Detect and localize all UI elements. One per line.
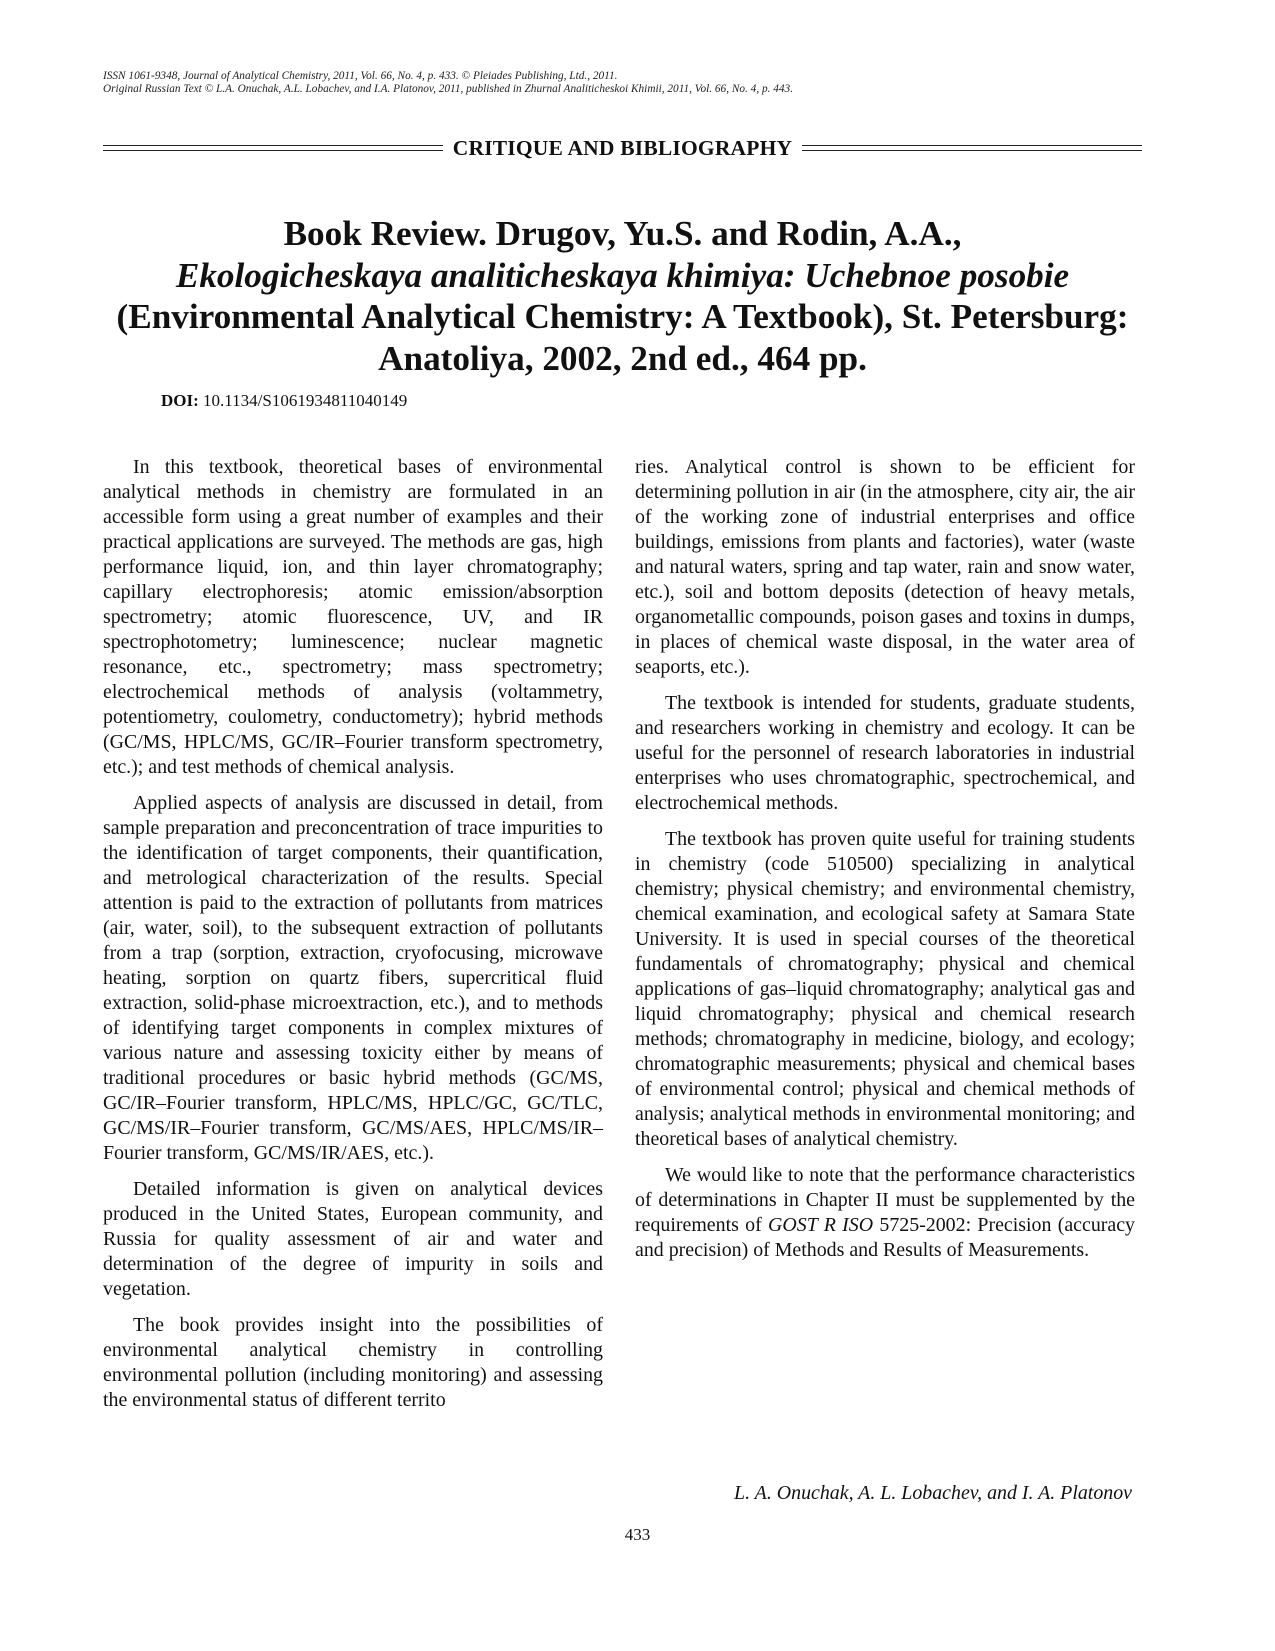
- right-column: [635, 455, 1135, 1274]
- left-double-rule: [103, 145, 443, 151]
- paragraph-2: Applied aspects of analysis are discussed in detail, from sample preparation and preconcentration of trace impurities to the identification of target components, their quantification, and metrological characterization of the results. Special attention is paid to the extraction of pollutants from matrices (air, water, soil), to the subsequent extraction of pollutants from a trap (sorption, extraction, cryofocusing, microwave heating, sorption on quartz fibers, supercritical fluid extraction, solid-phase microextraction, etc.), and to methods of identifying target components in complex mixtures of various nature and assessing toxicity either by means of traditional procedures or basic hybrid methods (GC/MS, GC/IR–Fourier transform, HPLC/MS, HPLC/GC, GC/TLC, GC/MS/IR–Fourier transform, GC/MS/AES, HPLC/MS/IR–Fourier transform, GC/MS/IR/AES, etc.).: [103, 792, 603, 1164]
- paragraph-7-text-a: We would like to note that the performance characteristics of determinations in Chapter II must be supplemented by the requirements of: [635, 1164, 1135, 1236]
- page-number: 433: [624, 1525, 651, 1544]
- right-double-rule: [802, 145, 1142, 151]
- issn-line: ISSN 1061-9348, Journal of Analytical Chemistry, 2011, Vol. 66, No. 4, p. 433. © Pleiades Publishing, Ltd., 2011.: [103, 70, 618, 82]
- title-line-3: (Environmental Analytical Chemistry: A Textbook), St. Petersburg:: [116, 297, 1129, 336]
- article-title: [90, 213, 1155, 379]
- paragraph-4: The book provides insight into the possibilities of environmental analytical chemistry in controlling environmental pollution (including monitoring) and assessing the environmental status of different territo: [103, 1314, 603, 1411]
- paragraph-3: Detailed information is given on analytical devices produced in the United States, European community, and Russia for quality assessment of air and water and determination of the degree of impurity in soils and vegetation.: [103, 1178, 603, 1300]
- title-line-1: Book Review. Drugov, Yu.S. and Rodin, A.A.,: [283, 214, 962, 253]
- paragraph-4-continuation: ries. Analytical control is shown to be efficient for determining pollution in air (in the atmosphere, city air, the air of the working zone of industrial enterprises and office buildings, emissions from plants and factories), water (waste and natural waters, spring and tap water, rain and snow water, etc.), soil and bottom deposits (detection of heavy metals, organometallic compounds, poison gases and toxins in dumps, in places of chemical waste disposal, in the water area of seaports, etc.).: [635, 456, 1135, 678]
- title-line-2: Ekologicheskaya analiticheskaya khimiya: Uchebnoe posobie: [175, 255, 1070, 295]
- paragraph-7: [635, 1163, 1135, 1263]
- journal-header: [103, 70, 1183, 96]
- paragraph-5: The textbook is intended for students, graduate students, and researchers working in chemistry and ecology. It can be useful for the personnel of research laboratories in industrial enterprises who uses chromatographic, spectrochemical, and electrochemical methods.: [635, 692, 1135, 814]
- doi-label: DOI:: [161, 391, 199, 410]
- doi-value: 10.1134/S1061934811040149: [203, 391, 408, 410]
- review-authors: L. A. Onuchak, A. L. Lobachev, and I. A. Platonov: [734, 1482, 1132, 1504]
- section-heading: [103, 134, 1142, 162]
- paragraph-7-text-b: 5725-2002: Precision (accuracy and precision) of Methods and Results of Measurements.: [635, 1214, 1135, 1261]
- gost-standard-name: GOST R ISO: [768, 1214, 874, 1236]
- section-label: CRITIQUE AND BIBLIOGRAPHY: [452, 135, 793, 160]
- title-line-4: Anatoliya, 2002, 2nd ed., 464 pp.: [378, 338, 867, 378]
- paragraph-6: The textbook has proven quite useful for training students in chemistry (code 510500) specializing in analytical chemistry; physical chemistry; and environmental chemistry, chemical examination, and ecological safety at Samara State University. It is used in special courses of the theoretical fundamentals of chromatography; physical and chemical applications of gas–liquid chromatography; analytical gas and liquid chromatography; physical and chemical research methods; chromatography in medicine, biology, and ecology; chromatographic measurements; physical and chemical bases of environmental control; physical and chemical methods of analysis; analytical methods in environmental monitoring; and theoretical bases of analytical chemistry.: [635, 828, 1135, 1150]
- doi: [161, 391, 407, 411]
- paragraph-1: In this textbook, theoretical bases of environmental analytical methods in chemistry are formulated in an accessible form using a great number of examples and their practical applications are surveyed. The methods are gas, high performance liquid, ion, and thin layer chromatography; capillary electrophoresis; atomic emission/absorption spectrometry; atomic fluorescence, UV, and IR spectrophotometry; luminescence; nuclear magnetic resonance, etc., spectrometry; mass spectrometry; electrochemical methods of analysis (voltammetry, potentiometry, coulometry, conductometry); hybrid methods (GC/MS, HPLC/MS, GC/IR–Fourier transform spectrometry, etc.); and test methods of chemical analysis.: [103, 456, 603, 778]
- left-column: [103, 455, 603, 1424]
- original-text-line: Original Russian Text © L.A. Onuchak, A.L. Lobachev, and I.A. Platonov, 2011, published in Zhurnal Analiticheskoi Khimii, 2011, Vol. 66, No. 4, p. 443.: [103, 83, 794, 95]
